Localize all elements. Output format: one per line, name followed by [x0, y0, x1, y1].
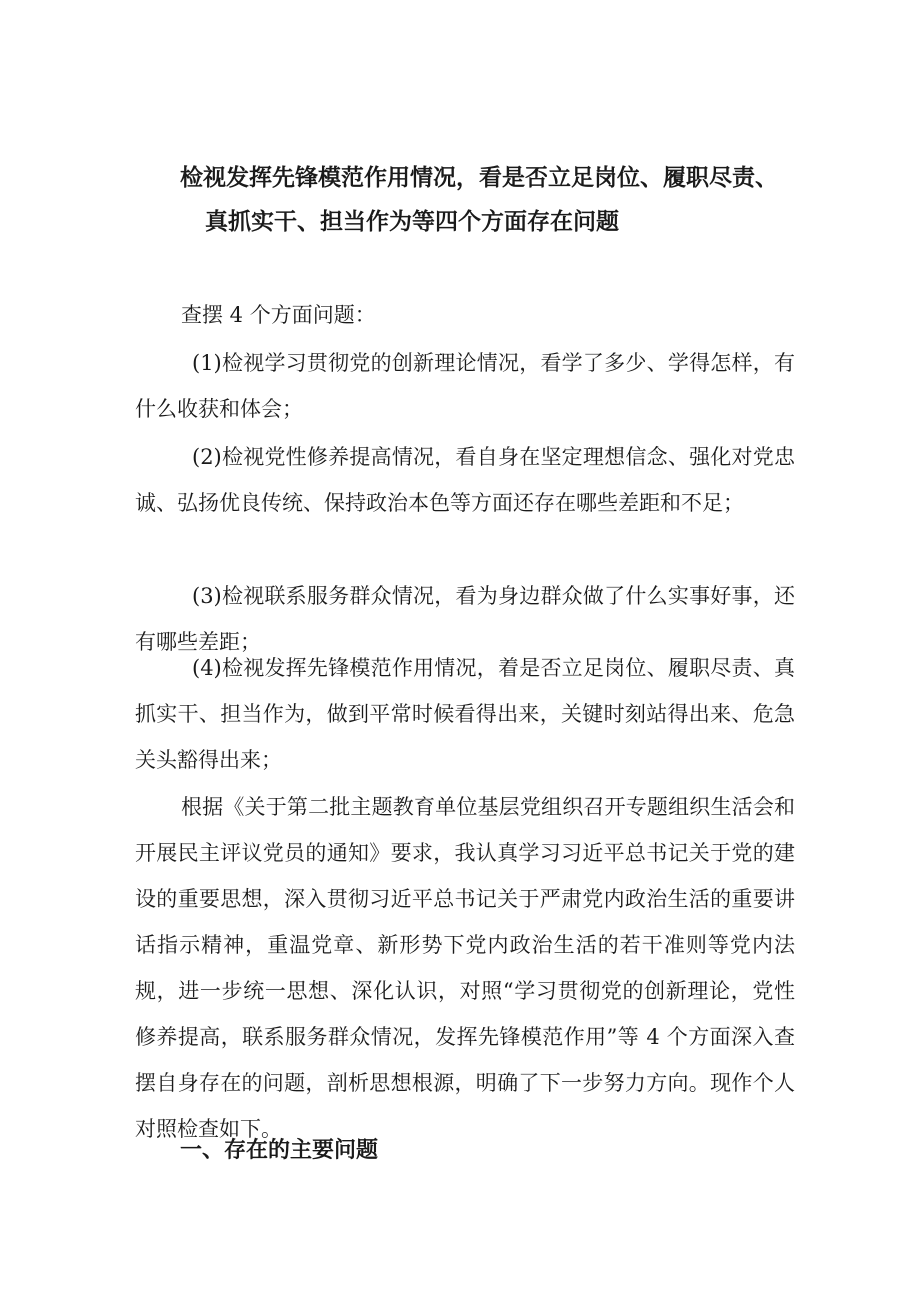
- title-line-2: 真抓实干、担当作为等四个方面存在问题: [205, 209, 619, 235]
- title-line-1: 检视发挥先锋模范作用情况，看是否立足岗位、履职尽责、: [180, 165, 778, 191]
- item-2-paragraph: (2)检视党性修养提高情况，看自身在坚定理想信念、强化对党忠诚、弘扬优良传统、保持政治本色等方面还存在哪些差距和不足；: [135, 445, 795, 515]
- body-paragraph: 根据《关于第二批主题教育单位基层党组织召开专题组织生活会和开展民主评议党员的通知》要求，我认真学习习近平总书记关于党的建设的重要思想，深入贯彻习近平总书记关于严肃党内政治生活的重要讲话指示精神，重温党章、新形势下党内政治生活的若干准则等党内法规，进一步统一思想、深化认识，对照“学习贯彻党的创新理论，党性修养提高，联系服务群众情况，发挥先锋模范作用”等 4 个方面深入查摆自身存在的问题，剖析思想根源，明确了下一步努力方向。现作个人对照检查如下。: [135, 795, 795, 1141]
- intro-paragraph: 查摆 4 个方面问题：: [181, 303, 376, 327]
- item-3-paragraph: (3)检视联系服务群众情况，看为身边群众做了什么实事好事，还有哪些差距；: [135, 584, 795, 654]
- item-1-paragraph: (1)检视学习贯彻党的创新理论情况，看学了多少、学得怎样，有什么收获和体会；: [135, 351, 795, 421]
- item-4-paragraph: (4)检视发挥先锋模范作用情况，着是否立足岗位、履职尽责、真抓实干、担当作为，做到平常时候看得出来，关键时刻站得出来、危急关头豁得出来；: [135, 656, 795, 772]
- section-1-heading: 一、存在的主要问题: [180, 1138, 379, 1163]
